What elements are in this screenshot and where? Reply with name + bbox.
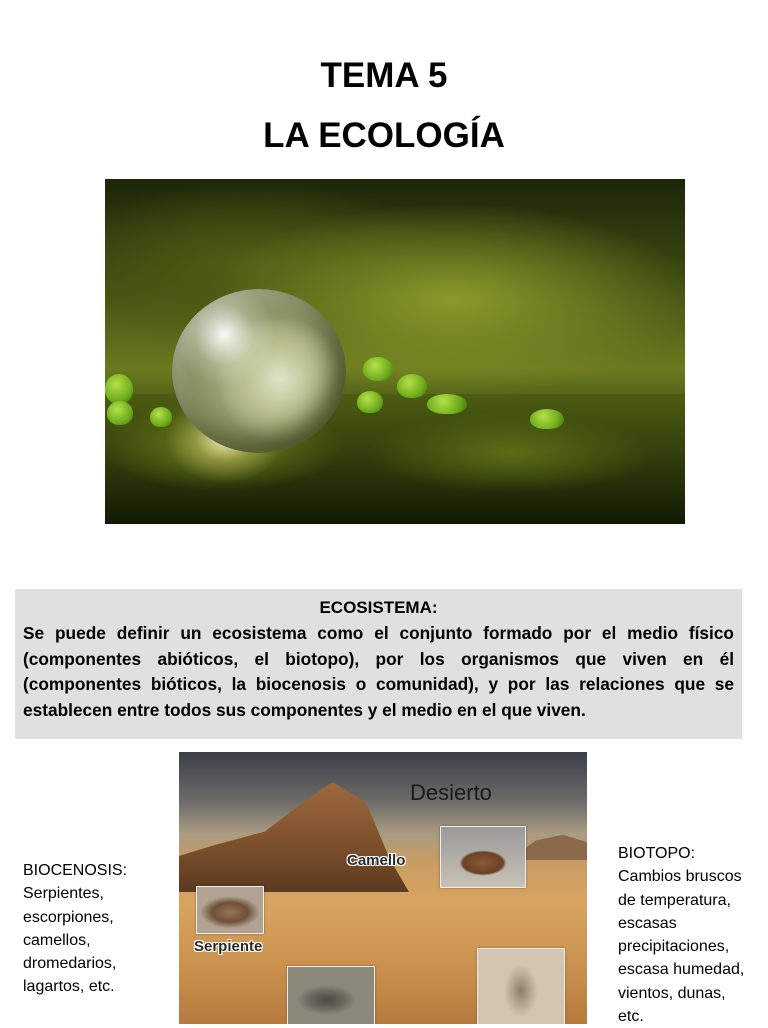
desert-title: Desierto <box>410 780 492 805</box>
biotopo-item: etc. <box>618 1008 644 1026</box>
biocenosis-list <box>23 859 173 999</box>
rock-formation <box>179 782 409 892</box>
tortoise-photo <box>287 966 375 1024</box>
sprout-leaf <box>363 357 393 381</box>
sprout-leaf <box>107 401 133 425</box>
snake-photo <box>196 886 264 934</box>
snake-label: Serpiente <box>194 938 263 955</box>
sprout-leaf <box>427 394 467 414</box>
biocenosis-item: Serpientes, <box>23 885 104 903</box>
definition-text: Se puede definir un ecosistema como el conjunto formado por el medio físico (componentes abióticos, el biotopo), por los organismos que viven en él (componentes bióticos, la biocenosis o comunidad), y por las relaciones que se establecen entre todos sus componentes y el medio en el que viven. <box>23 623 734 720</box>
camel-label: Camello <box>347 852 406 869</box>
biotopo-item: escasas <box>618 914 677 932</box>
page-title: TEMA 5 <box>320 56 448 95</box>
biotopo-item: de temperatura, <box>618 891 731 909</box>
biotopo-item: Cambios bruscos <box>618 868 742 886</box>
biotopo-item: escasa humedad, <box>618 961 745 979</box>
sprout-leaf <box>530 409 564 429</box>
biocenosis-heading: BIOCENOSIS: <box>23 862 128 879</box>
sprout-leaf <box>150 407 172 427</box>
glass-globe <box>172 289 346 453</box>
biocenosis-item: dromedarios, <box>23 955 117 973</box>
biotopo-item: precipitaciones, <box>618 938 730 956</box>
page-subtitle: LA ECOLOGÍA <box>263 116 505 155</box>
biocenosis-item: lagartos, etc. <box>23 978 115 996</box>
biocenosis-item: camellos, <box>23 931 91 949</box>
biotopo-heading: BIOTOPO: <box>618 845 696 862</box>
desert-image <box>179 752 587 1024</box>
camel-photo <box>440 826 526 888</box>
biotopo-item: vientos, dunas, <box>618 984 726 1002</box>
biotopo-list <box>618 842 763 1028</box>
ecosystem-definition-box <box>15 589 742 739</box>
sprout-leaf <box>397 374 427 398</box>
sprout-leaf <box>105 374 133 404</box>
biocenosis-item: escorpiones, <box>23 908 114 926</box>
ecology-globe-image <box>105 179 685 524</box>
fox-photo <box>477 948 565 1024</box>
definition-heading: ECOSISTEMA: <box>319 598 438 617</box>
sprout-leaf <box>357 391 383 413</box>
